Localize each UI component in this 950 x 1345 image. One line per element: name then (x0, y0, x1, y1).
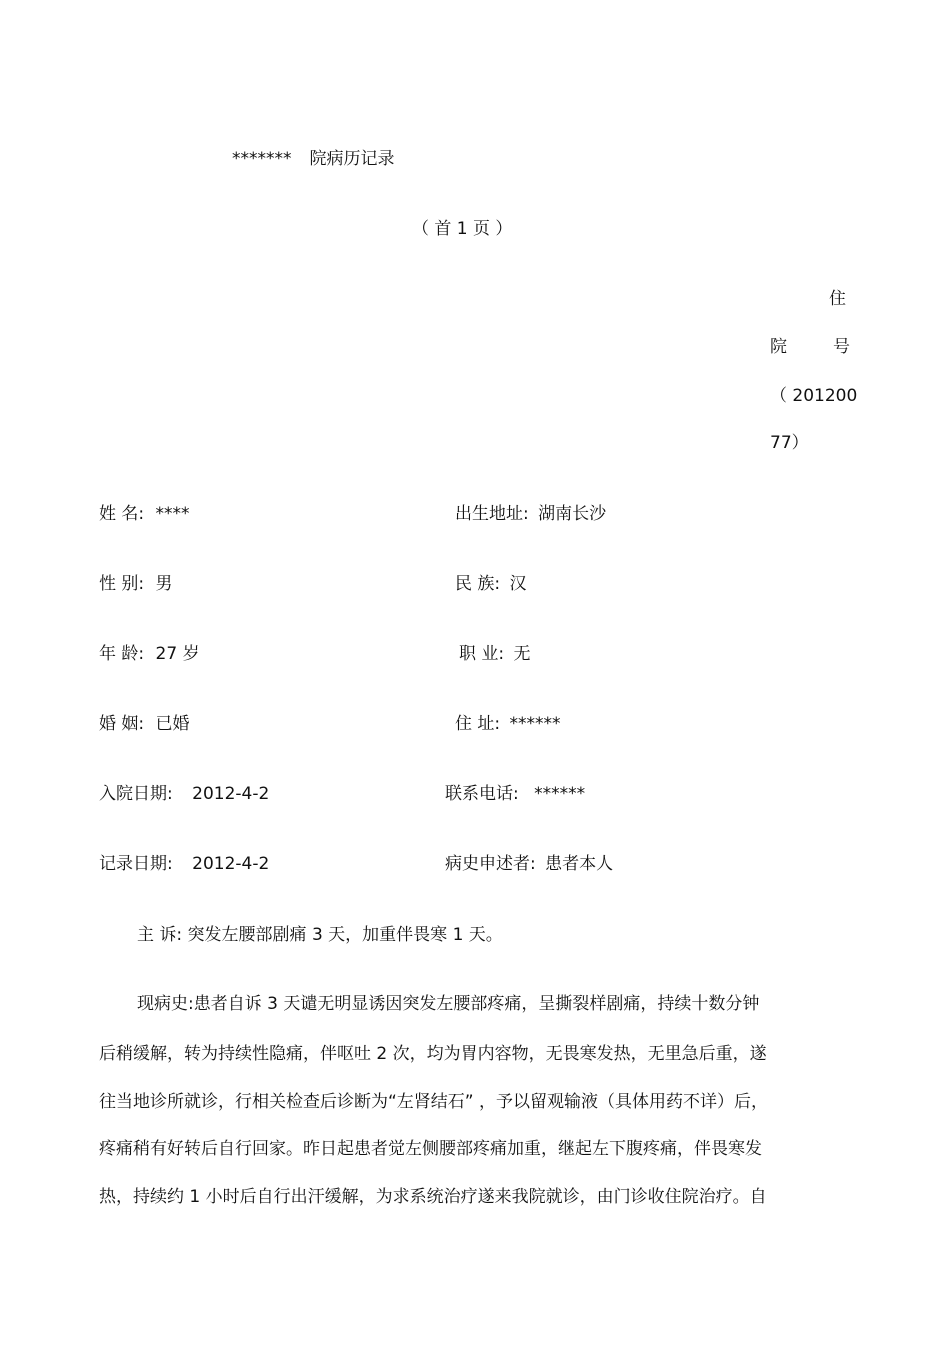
name-label: 姓 名: (99, 504, 145, 524)
informant-field (445, 853, 613, 875)
sex-label: 性 别: (99, 574, 145, 594)
address-value: ****** (509, 714, 561, 734)
marital-label: 婚 姻: (99, 714, 145, 734)
record-date-value: 2012-4-2 (192, 854, 270, 874)
ethnicity-field (455, 573, 527, 595)
admit-date-value: 2012-4-2 (192, 784, 270, 804)
ethnicity-value: 汉 (509, 574, 527, 594)
admit-date-field (99, 783, 269, 805)
marital-value: 已婚 (155, 714, 190, 734)
admission-no-value-2: 77） (770, 433, 809, 453)
informant-value: 患者本人 (545, 854, 614, 874)
sex-field (99, 573, 173, 595)
admission-no-label-2a: 院 (770, 337, 787, 357)
record-title (232, 148, 395, 170)
ethnicity-label: 民 族: (455, 574, 501, 594)
birthplace-value: 湖南长沙 (538, 504, 607, 524)
phone-label: 联系电话: (445, 784, 519, 804)
phone-value: ****** (534, 784, 586, 804)
admit-date-label: 入院日期: (99, 784, 173, 804)
age-label: 年 龄: (99, 644, 145, 664)
occupation-field (459, 643, 531, 665)
occupation-label: 职 业: (459, 644, 505, 664)
chief-complaint (137, 924, 503, 946)
record-date-label: 记录日期: (99, 854, 173, 874)
birthplace-field (455, 503, 606, 525)
hospital-name-mask: ******* (232, 149, 292, 169)
age-value: 27 岁 (155, 644, 200, 664)
sex-value: 男 (155, 574, 173, 594)
address-label: 住 址: (455, 714, 501, 734)
history-line-1 (137, 993, 759, 1015)
age-field (99, 643, 200, 665)
admission-no-label-2b: 号 (833, 337, 850, 357)
complaint-text: 突发左腰部剧痛 3 天，加重伴畏寒 1 天。 (187, 925, 503, 945)
informant-label: 病史申述者: (445, 854, 536, 874)
page-number: （ 首 1 页 ） (412, 219, 513, 239)
marital-field (99, 713, 190, 735)
history-line-4: 疼痛稍有好转后自行回家。昨日起患者觉左侧腰部疼痛加重，继起左下腹疼痛，伴畏寒发 (99, 1139, 762, 1159)
history-label: 现病史: (137, 994, 194, 1014)
history-line-5: 热，持续约 1 小时后自行出汗缓解，为求系统治疗遂来我院就诊，由门诊收住院治疗。自 (99, 1187, 767, 1207)
admission-no-label-1: 住 (829, 289, 846, 309)
admission-no-value-1: （ 201200 (770, 386, 858, 406)
name-field (99, 503, 190, 525)
admission-number-block (770, 288, 860, 458)
history-line-2: 后稍缓解，转为持续性隐痛，伴呕吐 2 次，均为胃内容物，无畏寒发热，无里急后重，遂 (99, 1044, 767, 1064)
occupation-value: 无 (513, 644, 531, 664)
address-field (455, 713, 561, 735)
birthplace-label: 出生地址: (455, 504, 529, 524)
record-date-field (99, 853, 269, 875)
name-value: **** (155, 504, 190, 524)
phone-field (445, 783, 585, 805)
title-text: 院病历记录 (309, 149, 395, 169)
history-line-3: 往当地诊所就诊，行相关检查后诊断为“左肾结石” ，予以留观输液（具体用药不详）后， (99, 1092, 769, 1112)
complaint-label: 主 诉: (137, 925, 183, 945)
history-text-1: 患者自诉 3 天谴无明显诱因突发左腰部疼痛，呈撕裂样剧痛，持续十数分钟 (193, 994, 760, 1014)
